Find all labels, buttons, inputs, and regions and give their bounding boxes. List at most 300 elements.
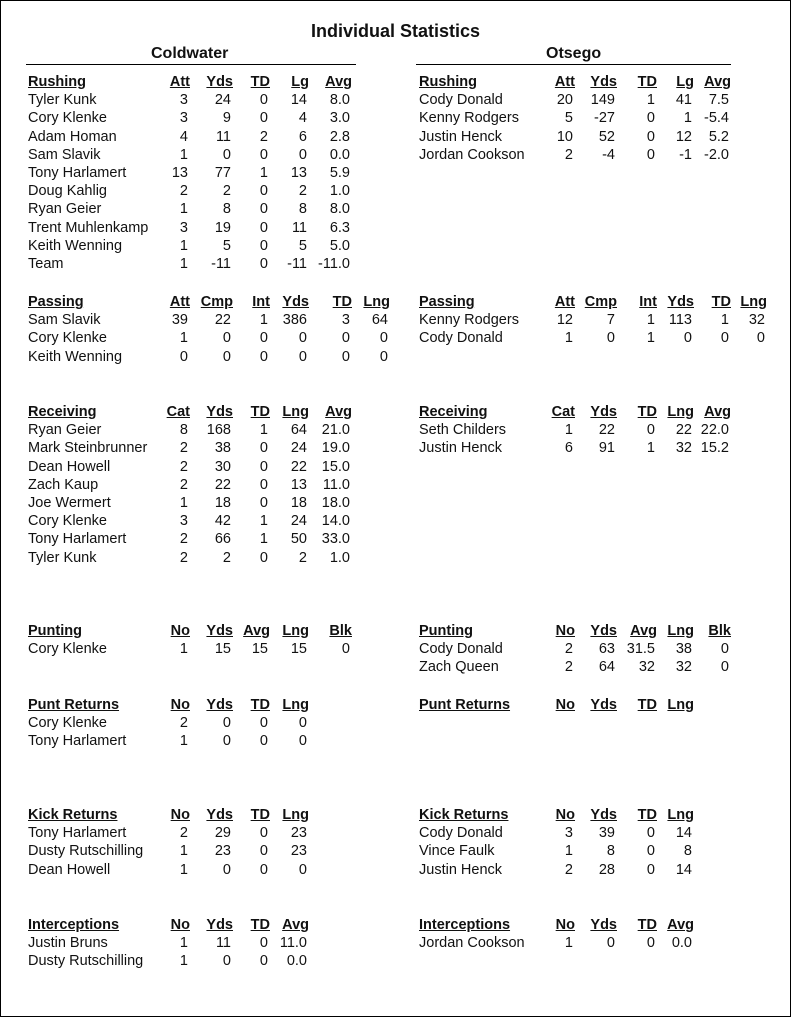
player-name: Cory Klenke	[28, 715, 107, 732]
stat-value: 42	[214, 513, 231, 530]
stat-value: 1	[646, 330, 655, 347]
stat-value: 1	[179, 330, 188, 347]
stat-value: 0	[259, 715, 268, 732]
player-name: Cory Klenke	[28, 513, 107, 530]
stat-value: 0	[259, 92, 268, 109]
stat-value: 9	[222, 110, 231, 127]
stat-value: 32	[638, 659, 655, 676]
stat-value: 0	[222, 861, 231, 878]
stat-value: 1	[179, 201, 188, 218]
player-name: Tyler Kunk	[28, 549, 97, 566]
stat-value: 91	[598, 440, 615, 457]
column-header: Yds	[590, 74, 617, 90]
stat-value: 2	[298, 183, 307, 200]
column-header: No	[555, 623, 575, 639]
stat-value: 24	[290, 440, 307, 457]
stat-value: 29	[214, 825, 231, 842]
stat-value: 1	[179, 733, 188, 750]
player-name: Jordan Cookson	[419, 935, 525, 952]
player-name: Jordan Cookson	[419, 146, 525, 163]
player-name: Justin Henck	[419, 861, 503, 878]
stat-value: 2	[179, 183, 188, 200]
stat-value: 8	[606, 843, 615, 860]
column-header: Lg	[676, 74, 694, 90]
stat-value: 23	[290, 825, 307, 842]
column-header: Cat	[166, 404, 190, 420]
column-header: Lng	[667, 807, 694, 823]
column-header: TD	[637, 404, 657, 420]
stat-value: 2	[179, 549, 188, 566]
player-name: Trent Muhlenkamp	[28, 219, 149, 236]
stat-value: 11.0	[279, 935, 307, 952]
column-header: TD	[250, 404, 270, 420]
column-header: No	[170, 697, 190, 713]
column-header: TD	[332, 294, 352, 310]
stat-value: 0	[222, 348, 231, 365]
stat-value: 8	[179, 422, 188, 439]
player-name: Tony Harlamert	[28, 825, 127, 842]
stat-value: 1	[259, 312, 268, 329]
stat-value: 66	[214, 531, 231, 548]
stat-value: 0	[298, 733, 307, 750]
stat-value: -11.0	[318, 256, 350, 272]
player-name: Ryan Geier	[28, 201, 102, 218]
column-header: Avg	[325, 404, 352, 420]
column-header: Yds	[206, 404, 233, 420]
column-header: Yds	[206, 697, 233, 713]
stat-value: 1	[259, 513, 268, 530]
stat-value: 38	[214, 440, 231, 457]
player-name: Joe Wermert	[28, 495, 111, 511]
stat-value: 1	[564, 935, 573, 952]
stat-value: 39	[598, 825, 615, 842]
stat-value: 1	[564, 422, 573, 439]
player-name: Dusty Rutschilling	[28, 843, 144, 860]
stat-value: 14	[675, 861, 692, 878]
stat-value: 18	[290, 495, 307, 511]
stat-value: 0	[379, 348, 388, 365]
stat-value: 3	[179, 513, 188, 530]
stat-value: 1	[720, 312, 729, 329]
stat-value: 10	[556, 128, 573, 145]
stat-value: 0	[298, 861, 307, 878]
stat-value: 168	[206, 422, 231, 439]
stat-value: 15.0	[321, 458, 350, 475]
stat-value: 41	[675, 92, 692, 109]
player-name: Tyler Kunk	[28, 92, 97, 109]
stat-value: 1	[179, 935, 188, 952]
player-name: Cory Klenke	[28, 641, 107, 658]
column-header: Avg	[630, 623, 657, 639]
stat-value: 4	[298, 110, 307, 127]
column-header: No	[555, 917, 575, 933]
team-rule	[416, 64, 731, 65]
stat-value: 11	[215, 935, 231, 952]
stat-value: 0	[259, 458, 268, 475]
stat-value: 2	[298, 549, 307, 566]
stat-value: 8.0	[329, 201, 350, 218]
stat-value: 23	[290, 843, 307, 860]
column-header: Lng	[667, 623, 694, 639]
stat-value: 113	[668, 312, 692, 329]
stat-value: 0	[606, 330, 615, 347]
stat-value: 2.8	[329, 128, 350, 145]
stat-value: 0	[646, 861, 655, 878]
stat-value: 18	[214, 495, 231, 511]
stat-value: 0	[222, 953, 231, 970]
stat-value: 2	[564, 641, 573, 658]
column-header: Yds	[282, 294, 309, 310]
stat-value: 0	[222, 330, 231, 347]
stat-value: 0	[646, 935, 655, 952]
column-header: Lng	[667, 404, 694, 420]
column-header: Yds	[206, 74, 233, 90]
stat-value: 1	[179, 843, 188, 860]
column-header: Avg	[667, 917, 694, 933]
stat-value: 149	[590, 92, 615, 109]
player-name: Cody Donald	[419, 825, 503, 842]
column-header: TD	[250, 697, 270, 713]
stat-value: 21.0	[321, 422, 350, 439]
column-header: Cmp	[200, 294, 233, 310]
player-name: Doug Kahlig	[28, 183, 107, 200]
stat-value: 0	[259, 476, 268, 493]
column-header: Att	[169, 294, 190, 310]
stat-value: -2.0	[704, 146, 729, 163]
stat-value: 63	[598, 641, 615, 658]
stat-value: 0	[341, 641, 350, 658]
stat-value: 2	[179, 476, 188, 493]
stat-value: 0	[379, 330, 388, 347]
player-name: Cody Donald	[419, 641, 503, 658]
stat-value: 8	[683, 843, 692, 860]
stat-value: 77	[214, 165, 231, 181]
section-label: Punting	[419, 623, 473, 639]
column-header: TD	[637, 697, 657, 713]
column-header: Int	[252, 294, 270, 310]
column-header: Avg	[325, 74, 352, 90]
stat-value: 1	[259, 531, 268, 548]
stat-value: 0	[259, 237, 268, 254]
stat-value: 23	[214, 843, 231, 860]
team-rule	[26, 64, 356, 65]
stat-value: 50	[290, 531, 307, 548]
player-name: Kenny Rodgers	[419, 312, 519, 329]
stat-value: 1	[259, 165, 268, 181]
stat-value: 2	[564, 861, 573, 878]
column-header: Lng	[282, 623, 309, 639]
page-title: Individual Statistics	[310, 21, 481, 41]
stat-value: 0	[222, 715, 231, 732]
stat-value: 8	[222, 201, 231, 218]
stat-value: 2	[179, 825, 188, 842]
stat-value: 0	[646, 422, 655, 439]
column-header: Avg	[704, 74, 731, 90]
stat-value: 1.0	[329, 183, 350, 200]
stat-value: 22	[675, 422, 692, 439]
column-header: TD	[637, 74, 657, 90]
player-name: Mark Steinbrunner	[28, 440, 148, 457]
stat-value: 32	[675, 659, 692, 676]
stat-value: 1	[179, 237, 188, 254]
stat-value: 0	[259, 549, 268, 566]
stat-value: -11	[287, 256, 307, 272]
stat-value: 33.0	[321, 531, 350, 548]
column-header: Lg	[291, 74, 309, 90]
stat-value: 0	[341, 330, 350, 347]
column-header: Cmp	[584, 294, 617, 310]
stat-value: 2	[179, 531, 188, 548]
stat-value: 22	[598, 422, 615, 439]
column-header: TD	[250, 917, 270, 933]
column-header: No	[170, 807, 190, 823]
stat-value: 14	[290, 92, 307, 109]
player-name: Cody Donald	[419, 330, 503, 347]
column-header: Lng	[667, 697, 694, 713]
column-header: TD	[637, 917, 657, 933]
stat-value: 3	[564, 825, 573, 842]
stat-value: 0	[646, 146, 655, 163]
stat-value: 13	[290, 165, 307, 181]
stat-value: 1.0	[329, 549, 350, 566]
stat-value: -4	[602, 146, 615, 163]
stat-value: 1	[646, 440, 655, 457]
stat-value: 1	[179, 641, 188, 658]
stat-value: 0	[259, 440, 268, 457]
stat-value: -11	[211, 256, 231, 272]
player-name: Team	[28, 256, 64, 272]
stat-value: 0	[646, 110, 655, 127]
column-header: Cat	[551, 404, 575, 420]
stat-value: 2	[179, 440, 188, 457]
section-label: Punting	[28, 623, 82, 639]
section-label: Punt Returns	[419, 697, 511, 713]
stat-value: 31.5	[626, 641, 655, 658]
stat-value: 2	[179, 458, 188, 475]
stat-value: 7	[606, 312, 615, 329]
player-name: Zach Queen	[419, 659, 499, 676]
player-name: Tony Harlamert	[28, 531, 127, 548]
stat-value: 0	[298, 330, 307, 347]
stat-value: 0	[298, 715, 307, 732]
column-header: Avg	[243, 623, 270, 639]
player-name: Cory Klenke	[28, 330, 107, 347]
column-header: No	[170, 623, 190, 639]
stat-value: 1	[179, 256, 188, 272]
stat-value: 386	[282, 312, 307, 329]
player-name: Justin Henck	[419, 440, 503, 457]
stat-value: 0	[341, 348, 350, 365]
column-header: Blk	[329, 623, 352, 639]
stat-value: 1	[179, 495, 188, 511]
stat-value: 39	[171, 312, 188, 329]
stat-value: 24	[214, 92, 231, 109]
stat-value: 14.0	[321, 513, 350, 530]
stat-value: 0	[298, 348, 307, 365]
stat-value: 19.0	[321, 440, 350, 457]
stat-value: 3.0	[329, 110, 350, 127]
stat-value: 13	[171, 165, 188, 181]
stat-value: 0	[259, 733, 268, 750]
stat-value: 0	[298, 146, 307, 163]
stat-value: 5.2	[708, 128, 729, 145]
stat-value: 15.2	[700, 440, 729, 457]
stat-value: -5.4	[704, 110, 729, 127]
stat-value: 0	[259, 495, 268, 511]
player-name: Keith Wenning	[28, 237, 123, 254]
column-header: Lng	[740, 294, 767, 310]
player-name: Cory Klenke	[28, 110, 107, 127]
stat-value: 2	[564, 659, 573, 676]
stat-value: 22.0	[700, 422, 729, 439]
stat-value: 22	[214, 476, 231, 493]
stat-value: 0	[259, 219, 268, 236]
section-label: Interceptions	[28, 917, 120, 933]
player-name: Vince Faulk	[419, 843, 495, 860]
stat-value: 0	[720, 641, 729, 658]
column-header: Lng	[282, 404, 309, 420]
column-header: Yds	[590, 623, 617, 639]
stat-value: 19	[214, 219, 231, 236]
stat-value: 0	[222, 733, 231, 750]
stat-value: 32	[748, 312, 765, 329]
stat-value: 5.9	[329, 165, 350, 181]
stat-value: 6	[564, 440, 573, 457]
column-header: Lng	[282, 807, 309, 823]
column-header: Yds	[206, 917, 233, 933]
player-name: Ryan Geier	[28, 422, 102, 439]
stat-value: 0	[259, 183, 268, 200]
stat-value: 15	[251, 641, 268, 658]
section-label: Passing	[419, 294, 475, 310]
stat-value: 0	[179, 348, 188, 365]
stat-value: 2	[259, 128, 268, 145]
stat-value: 38	[675, 641, 692, 658]
stat-value: 3	[179, 92, 188, 109]
stat-value: 0	[259, 935, 268, 952]
column-header: Int	[639, 294, 657, 310]
stat-value: 4	[179, 128, 188, 145]
stat-value: 7.5	[708, 92, 729, 109]
stat-value: 24	[290, 513, 307, 530]
stat-value: 22	[290, 458, 307, 475]
player-name: Sam Slavik	[28, 312, 101, 329]
stat-value: 1	[646, 92, 655, 109]
stat-value: 1	[564, 843, 573, 860]
column-header: TD	[250, 74, 270, 90]
stat-value: 0	[720, 659, 729, 676]
stat-value: 0	[222, 146, 231, 163]
stat-value: 0	[720, 330, 729, 347]
stat-value: 0	[646, 128, 655, 145]
stat-value: 0	[259, 201, 268, 218]
player-name: Dean Howell	[28, 458, 111, 475]
section-label: Rushing	[28, 74, 86, 90]
column-header: Avg	[704, 404, 731, 420]
section-label: Punt Returns	[28, 697, 120, 713]
stat-value: 0	[259, 953, 268, 970]
stat-value: 11	[215, 128, 231, 145]
section-label: Receiving	[419, 404, 488, 420]
team-name: Coldwater	[151, 45, 229, 62]
stat-value: 12	[675, 128, 692, 145]
player-name: Zach Kaup	[28, 476, 99, 493]
column-header: Att	[554, 294, 575, 310]
stat-value: 5	[564, 110, 573, 127]
stat-value: 0	[259, 256, 268, 272]
stat-value: 0	[259, 348, 268, 365]
player-name: Justin Bruns	[28, 935, 108, 952]
stat-value: 8.0	[329, 92, 350, 109]
stat-value: 0	[259, 110, 268, 127]
player-name: Tony Harlamert	[28, 165, 127, 181]
stat-value: 64	[290, 422, 307, 439]
player-name: Seth Childers	[419, 422, 507, 439]
column-header: TD	[637, 807, 657, 823]
stat-value: 15	[214, 641, 231, 658]
column-header: Yds	[667, 294, 694, 310]
column-header: TD	[250, 807, 270, 823]
stat-value: 11	[291, 219, 307, 236]
stat-value: 1	[259, 422, 268, 439]
column-header: No	[555, 807, 575, 823]
stat-value: 0	[756, 330, 765, 347]
stat-value: 0.0	[671, 935, 692, 952]
stat-value: 1	[564, 330, 573, 347]
stat-value: 1	[179, 146, 188, 163]
column-header: Lng	[282, 697, 309, 713]
stat-value: 1	[179, 953, 188, 970]
player-name: Dusty Rutschilling	[28, 953, 144, 970]
column-header: Yds	[206, 807, 233, 823]
player-name: Cody Donald	[419, 92, 503, 109]
stat-value: -27	[594, 110, 615, 127]
stat-value: 3	[179, 110, 188, 127]
column-header: Yds	[590, 807, 617, 823]
player-name: Keith Wenning	[28, 348, 123, 365]
section-label: Passing	[28, 294, 84, 310]
stat-value: 13	[290, 476, 307, 493]
player-name: Justin Henck	[419, 128, 503, 145]
player-name: Tony Harlamert	[28, 733, 127, 750]
column-header: No	[555, 697, 575, 713]
player-name: Adam Homan	[28, 128, 117, 145]
stat-value: 0	[606, 935, 615, 952]
stat-value: 64	[371, 312, 388, 329]
stat-value: 6	[298, 128, 307, 145]
stat-value: 32	[675, 440, 692, 457]
stat-value: 0	[259, 825, 268, 842]
column-header: Yds	[206, 623, 233, 639]
stat-value: 2	[564, 146, 573, 163]
column-header: Lng	[363, 294, 390, 310]
stat-value: 15	[290, 641, 307, 658]
stat-value: 14	[675, 825, 692, 842]
team-name: Otsego	[546, 45, 602, 62]
stat-value: 1	[179, 861, 188, 878]
stat-value: 0.0	[329, 146, 350, 163]
player-name: Sam Slavik	[28, 146, 101, 163]
stat-value: 0	[259, 843, 268, 860]
stat-value: 11.0	[322, 476, 350, 493]
column-header: Yds	[590, 697, 617, 713]
stat-value: 0	[683, 330, 692, 347]
stat-value: -1	[679, 146, 692, 163]
stat-value: 2	[222, 549, 231, 566]
section-label: Interceptions	[419, 917, 511, 933]
stat-value: 5.0	[329, 237, 350, 254]
stat-value: 20	[556, 92, 573, 109]
